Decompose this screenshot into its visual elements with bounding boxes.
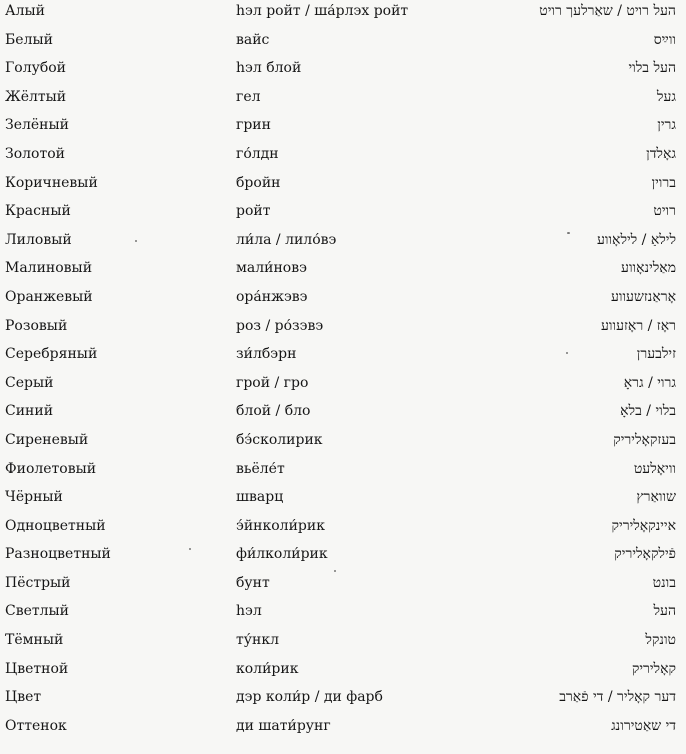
vocab-row — [0, 197, 686, 226]
yiddish-term: ברוין — [651, 174, 676, 191]
vocab-row — [0, 83, 686, 112]
yiddish-term: בלוי / בלאָ — [620, 403, 676, 420]
scan-speck — [334, 570, 336, 572]
vocab-row — [0, 540, 686, 569]
transliteration: ту́нкл — [236, 632, 279, 649]
transliteration: бэ́сколирик — [236, 431, 323, 448]
yiddish-term: אָראַנזשעווע — [610, 288, 676, 305]
yiddish-term: שוואַרץ — [636, 489, 676, 506]
transliteration: бройн — [236, 174, 281, 191]
yiddish-term: ווײַס — [653, 31, 676, 48]
russian-term: Белый — [5, 31, 53, 48]
vocab-row — [0, 26, 686, 55]
vocab-row — [0, 111, 686, 140]
yiddish-term: בעזקאָליריק — [613, 431, 676, 448]
transliteration: блой / бло — [236, 403, 311, 420]
russian-term: Малиновый — [5, 260, 93, 277]
russian-term: Светлый — [5, 603, 69, 620]
russian-term: Цвет — [5, 689, 42, 706]
russian-term: Синий — [5, 403, 54, 420]
yiddish-term: גרין — [657, 117, 676, 134]
yiddish-term: לילאַ / לילאָווע — [596, 231, 676, 248]
yiddish-term: טונקל — [645, 632, 676, 649]
transliteration: мали́новэ — [236, 260, 307, 277]
transliteration: hэл — [236, 603, 262, 620]
russian-term: Золотой — [5, 145, 65, 162]
yiddish-term: פֿילקאָליריק — [614, 546, 676, 563]
vocab-row — [0, 597, 686, 626]
russian-term: Одноцветный — [5, 517, 106, 534]
russian-term: Зелёный — [5, 117, 69, 134]
vocab-row — [0, 340, 686, 369]
vocab-row — [0, 312, 686, 341]
scan-speck — [135, 240, 137, 242]
vocab-row — [0, 683, 686, 712]
transliteration: го́лдн — [236, 145, 279, 162]
russian-term: Фиолетовый — [5, 460, 97, 477]
yiddish-term: וויאָלעט — [633, 460, 676, 477]
yiddish-term: די שאַטירונג — [611, 717, 676, 734]
russian-term: Оранжевый — [5, 288, 93, 305]
vocab-row — [0, 512, 686, 541]
yiddish-term: רויט — [653, 203, 676, 220]
yiddish-term: געל — [656, 88, 676, 105]
transliteration: вайс — [236, 31, 270, 48]
vocab-row — [0, 483, 686, 512]
transliteration: грин — [236, 117, 271, 134]
vocab-row — [0, 0, 686, 26]
russian-term: Оттенок — [5, 717, 67, 734]
scan-speck — [566, 352, 568, 354]
yiddish-term: זילבערן — [636, 346, 676, 363]
russian-term: Тёмный — [5, 632, 64, 649]
vocab-row — [0, 712, 686, 741]
vocab-row — [0, 397, 686, 426]
vocab-row — [0, 140, 686, 169]
russian-term: Серый — [5, 374, 54, 391]
vocab-row — [0, 169, 686, 198]
russian-term: Сиреневый — [5, 431, 89, 448]
vocab-row — [0, 569, 686, 598]
yiddish-term: איינקאָליריק — [611, 517, 676, 534]
transliteration: бунт — [236, 574, 270, 591]
yiddish-term: קאָליריק — [631, 660, 676, 677]
vocab-row — [0, 226, 686, 255]
russian-term: Красный — [5, 203, 71, 220]
transliteration: ора́нжэвэ — [236, 288, 308, 305]
russian-term: Лиловый — [5, 231, 72, 248]
transliteration: фи́лколи́рик — [236, 546, 328, 563]
vocab-row — [0, 54, 686, 83]
russian-term: Чёрный — [5, 489, 63, 506]
vocab-row — [0, 655, 686, 684]
scan-speck — [189, 548, 191, 550]
russian-term: Коричневый — [5, 174, 98, 191]
transliteration: шварц — [236, 489, 284, 506]
transliteration: ройт — [236, 203, 271, 220]
transliteration: э́йнколи́рик — [236, 517, 325, 534]
transliteration: ди шати́рунг — [236, 717, 331, 734]
transliteration: роз / ро́зэвэ — [236, 317, 324, 334]
yiddish-term: העל רויט / שאַרלעך רויט — [539, 3, 676, 19]
yiddish-term: דער קאָליר / די פֿאַרב — [559, 689, 676, 706]
yiddish-term: בונט — [652, 574, 676, 591]
yiddish-term: ראָז / ראָזעווע — [601, 317, 676, 334]
vocab-row — [0, 426, 686, 455]
yiddish-term: מאַלינאָווע — [621, 260, 676, 277]
russian-term: Цветной — [5, 660, 69, 677]
transliteration: коли́рик — [236, 660, 299, 677]
transliteration: hэл блой — [236, 60, 302, 77]
vocab-row — [0, 369, 686, 398]
russian-term: Голубой — [5, 60, 67, 77]
transliteration: вьёле́т — [236, 460, 285, 477]
yiddish-term: גרוי / גראָ — [623, 374, 676, 391]
transliteration: дэр коли́р / ди фарб — [236, 689, 383, 706]
russian-term: Алый — [5, 3, 45, 19]
russian-term: Розовый — [5, 317, 68, 334]
transliteration: грой / гро — [236, 374, 309, 391]
transliteration: hэл ройт / ша́рлэх ройт — [236, 3, 409, 19]
vocab-row — [0, 626, 686, 655]
transliteration: зи́лбэрн — [236, 346, 297, 363]
scan-speck — [567, 232, 570, 234]
russian-term: Пёстрый — [5, 574, 71, 591]
russian-term: Разноцветный — [5, 546, 111, 563]
transliteration: гел — [236, 88, 261, 105]
vocab-row — [0, 455, 686, 484]
transliteration: ли́ла / лило́вэ — [236, 231, 337, 248]
yiddish-term: גאָלדן — [646, 145, 676, 162]
vocab-row — [0, 283, 686, 312]
russian-term: Жёлтый — [5, 88, 67, 105]
vocab-row — [0, 254, 686, 283]
russian-term: Серебряный — [5, 346, 98, 363]
yiddish-term: העל בלוי — [628, 60, 676, 77]
yiddish-term: העל — [653, 603, 676, 620]
